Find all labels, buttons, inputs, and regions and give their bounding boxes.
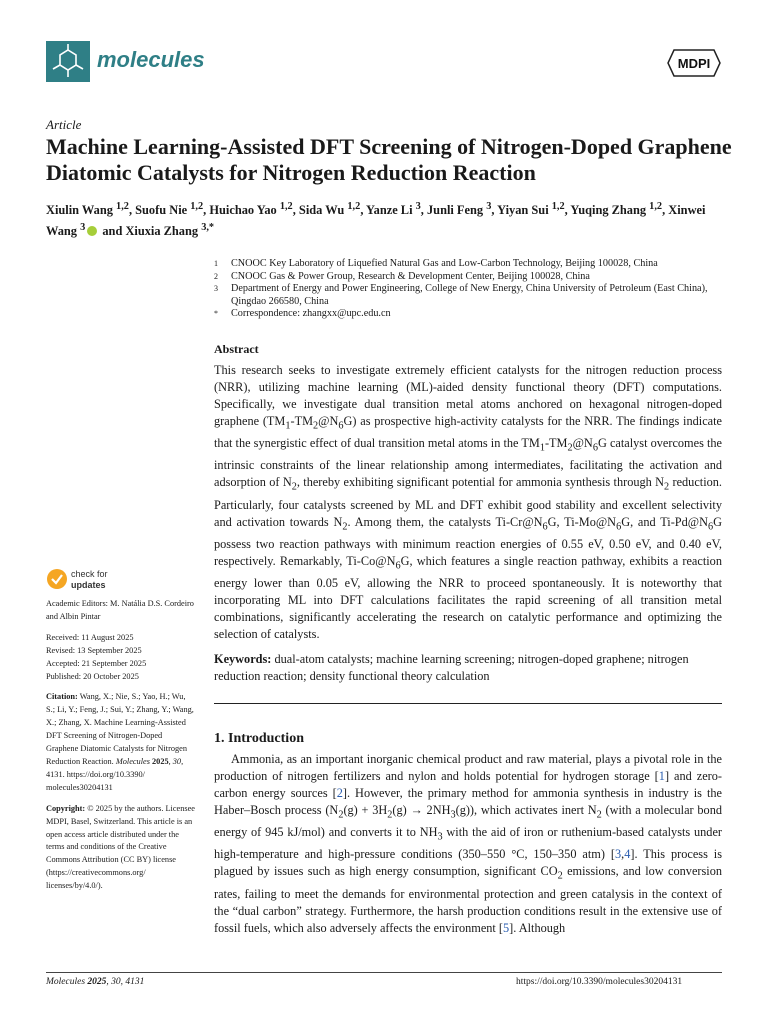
revised-date: Revised: 13 September 2025 [46,645,142,655]
affiliation-2: 2 CNOOC Gas & Power Group, Research & Development Center, Beijing 100028, China [214,270,590,282]
check-updates-line1: check for [71,569,108,579]
publisher-name: MDPI [677,56,711,71]
journal-name[interactable]: molecules [97,47,205,72]
section-divider [214,703,722,704]
footer-doi-link[interactable]: https://doi.org/10.3390/molecules30204131 [516,977,683,987]
keywords-label: Keywords: [214,652,272,666]
sidebar [46,598,196,893]
check-updates-icon [47,569,67,589]
academic-editors: Academic Editors: M. Natália D.S. Cordeiro and Albin Pintar [46,599,194,621]
correspondence[interactable]: * Correspondence: zhangxx@upc.edu.cn [214,308,391,320]
citation[interactable]: Citation: Wang, X.; Nie, S.; Yao, H.; Wu, S.; Li, Y.; Feng, J.; Sui, Y.; Zhang, Y.; Wang, X.; Zhang, X. Machine Learning-Assisted DFT Screening of Nitrogen-Doped Graphene Diatomic Catalysts for Nitrogen Reduction Reaction. Molecules 2025, 30, 4131. https://doi.org/10.3390/ molecules30204131 [46,692,194,792]
molecule-icon [46,41,90,82]
affiliation-3: 3 Department of Energy and Power Engineering, College of New Energy, China University of Petroleum (East China), Qingdao 266580, China [214,283,708,307]
check-updates-line2: updates [71,580,106,590]
keywords-text: dual-atom catalysts; machine learning screening; nitrogen-doped graphene; nitrogen reduction reaction; density functional theory calculation [214,652,689,683]
keywords [214,651,722,685]
article-title: Machine Learning-Assisted DFT Screening of Nitrogen-Doped Graphene Diatomic Catalysts for Nitrogen Reduction Reaction [46,134,732,185]
author-list: Xiulin Wang $^{1,2}$, Suofu Nie $^{1,2}$, Huichao Yao $^{1,2}$, Sida Wu $^{1,2}$, Yanze Li $^3$, Junli Feng $^3$, Yiyan Sui $^{1,2}$, Yuqing Zhang $^{1,2}$, Xinwei Wang $^3$ and Xiuxia Zhang $^{3,*}$ [46,201,706,239]
affiliations [214,258,724,321]
intro-heading: 1. Introduction [214,731,304,746]
accepted-date: Accepted: 21 September 2025 [46,658,147,668]
published-date: Published: 20 October 2025 [46,671,139,681]
abstract-heading: Abstract [214,342,259,356]
abstract-text: This research seeks to investigate extremely efficient catalysts for the nitrogen reduction process (NRR), utilizing machine learning (ML)-aided density functional theory (DFT) computations. Specifically, we investigate dual transition metal atoms anchored on hexagonal nitrogen-doped graphene $(TM_1-TM_2@N_6G)$ as prospective high-activity catalysts for the NRR. The findings indicate that the synergistic effect of dual transition metal atoms in the $TM_1-TM_2@N_6G$ catalyst overcomes the intrinsic constraints of the linear relationship among intermediates, facilitating the activation and adsorption of $N_2$, thereby exhibiting significant potential for ammonia synthesis through $N_2$ reduction. Particularly, four catalysts screened by ML and DFT exhibit good stability and excellent selectivity and activation towards $N_2$. Among them, the catalysts $Ti-Cr@N_6G$, $Ti-Mo@N_6G$, and $Ti-Pd@N_6G$ possess two reaction pathways with minimum reaction energies of 0.55 eV, 0.50 eV, and 0.40 eV, respectively. Remarkably, $Ti-Co@N_6G$, which features a single reaction pathway, exhibits a reaction energy lower than 0.05 eV, allowing the NRR to proceed spontaneously. It is noteworthy that incorporating ML into DFT calculations facilitates the rapid screening of all transition metal combinations, significantly accelerating the research on catalytic performance and optimizing the selection of catalysts. [214,363,723,641]
check-for-updates-badge[interactable] [46,566,118,594]
copyright: Copyright: © 2025 by the authors. Licensee MDPI, Basel, Switzerland. This article is an open access article distributed under the terms and conditions of the Creative Commons Attribution (CC BY) license (https://creativecommons.org/ licenses/by/4.0/). [46,803,195,891]
affiliation-1: 1 CNOOC Key Laboratory of Liquefied Natural Gas and Low-Carbon Technology, Beijing 100028, China [214,258,658,269]
journal-logo [46,41,90,82]
footer-citation: Molecules 2025, 30, 4131 [46,977,145,987]
footer-divider [46,972,722,973]
article-type: Article [46,117,82,132]
received-date: Received: 11 August 2025 [46,632,134,642]
intro-text: Ammonia, as an important inorganic chemical product and raw material, plays a pivotal role in the production of nitrogen fertilizers and nylon and holds potential for hydrogen storage [1] and zero-carbon energy sources [2]. However, the primary method for ammonia synthesis in industry is the Haber–Bosch process $(N_2(g) + 3H_2(g) \to 2NH_3(g))$, which activates inert $N_2$ (with a molecular bond energy of 945 kJ/mol) and converts it to $NH_3$ with the aid of iron or ruthenium-based catalysts under high-temperature and high-pressure conditions (350–550 °C, 150–350 atm) [3,4]. This process is plagued by issues such as high energy consumption, significant $CO_2$ emissions, and low conversion rates, failing to meet the demands for environmental protection and green catalysis in the context of the “dual carbon” strategy. Furthermore, the harsh production conditions result in the extensive use of fossil fuels, which also adversely affects the environment [5]. Although [214,752,722,935]
mdpi-logo[interactable] [666,48,722,78]
